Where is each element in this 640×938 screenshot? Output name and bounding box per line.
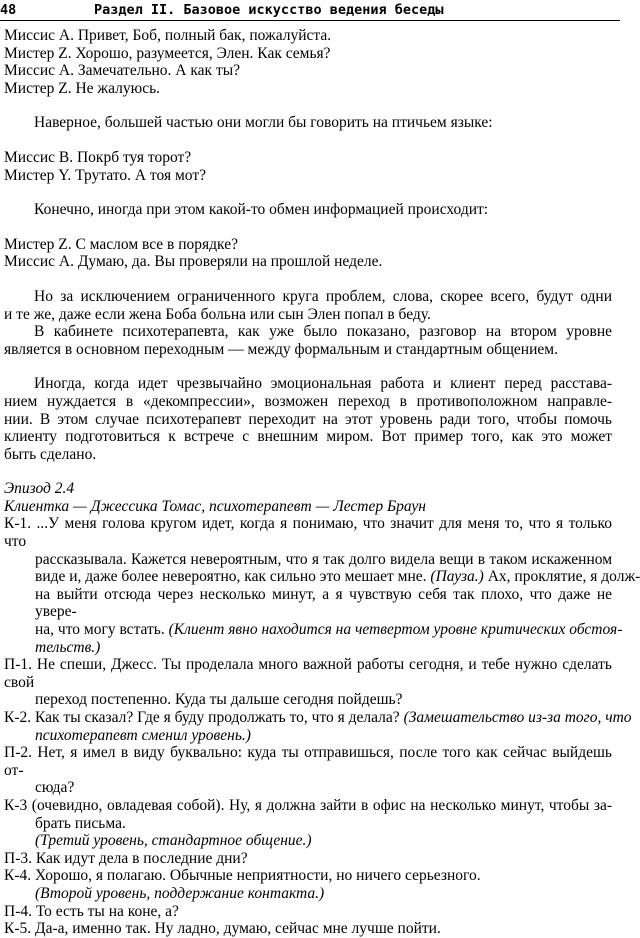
dialog-line: Мистер Y. Трутато. А тоя мот?: [4, 166, 206, 184]
italic-remark: (Третий уровень, стандартное общение.): [35, 832, 312, 850]
transcript-line: К-4. Хорошо, я полагаю. Обычные неприятности, но ничего серьезного.: [4, 867, 481, 885]
text-line: является в основном переходным — между формальным и стандартным общением.: [4, 340, 558, 358]
dialog-block: [4, 149, 612, 184]
transcript-line: П-3. Как идут дела в последние дни?: [4, 849, 248, 867]
dialog-line: Миссис В. Покрб туя торот?: [4, 148, 192, 166]
paragraph: Наверное, большей частью они могли бы говорить на птичьем языке:: [34, 114, 493, 132]
transcript-line: [4, 885, 612, 903]
italic-remark: (Замешательство из-за того, что: [403, 709, 632, 726]
text-line: и те же, даже если жена Боба больна или сын Элен попал в беду.: [4, 305, 431, 323]
transcript-line: К-5. Да-а, именно так. Ну ладно, думаю, сейчас мне лучше пойти.: [4, 920, 441, 938]
dialog-line: Миссис А. Привет, Боб, полный бак, пожалуйста.: [4, 27, 332, 44]
text-line: клиенту подготовиться к встрече с внешним миром. Вот пример того, как это может: [4, 428, 612, 446]
text-line: В кабинете психотерапевта, как уже было показано, разговор на втором уровне: [34, 323, 612, 341]
running-header: [0, 0, 620, 22]
transcript-line: К-3 (очевидно, овладевая собой). Ну, я должна зайти в офис на несколько минут, чтобы за-: [4, 796, 612, 814]
transcript-turn: [4, 850, 612, 868]
transcript-line: П-2. Нет, я имел в виду буквально: куда ты отправишься, после того как сейчас выйдешь от-: [4, 744, 612, 779]
text-line: Иногда, когда идет чрезвычайно эмоциональная работа и клиент перед расстава-: [34, 375, 612, 393]
italic-remark: психотерапевт сменил уровень.): [35, 726, 251, 744]
transcript-line: К-1. ...У меня голова кругом идет, когда я понимаю, что значит для меня то, что я только что: [4, 515, 612, 551]
text-line: нии. В этом случае психотерапевт переходит на этот уровень ради того, чтобы помочь: [4, 410, 612, 428]
transcript-turn: [4, 709, 632, 744]
dialog-line: Мистер Z. Не жалуюсь.: [4, 79, 161, 97]
text-line: нием нуждается в «декомпрессии», возможен переход в противоположном направле-: [4, 392, 612, 410]
page-body: [4, 27, 640, 938]
transcript-turn: [4, 744, 612, 797]
text-line: Но за исключением ограниченного круга проблем, слова, скорее всего, будут одни: [34, 287, 612, 305]
italic-remark: тельств.): [35, 638, 101, 656]
header-rule: [0, 20, 620, 21]
dialog-line: Миссис А. Думаю, да. Вы проверяли на прошлой неделе.: [4, 253, 383, 271]
transcript-turn: [4, 903, 612, 921]
transcript-line: П-1. Не спеши, Джесс. Ты проделала много важной работы сегодня, и тебе нужно сделать свой: [4, 656, 612, 691]
transcript-line: переход постепенно. Куда ты дальше сегодня пойдешь?: [35, 691, 403, 709]
transcript-turn: [4, 656, 612, 709]
transcript-line: на выйти отсюда через несколько минут, а я чувствую себя так плохо, что даже не увере-: [35, 585, 612, 621]
transcript: [4, 515, 640, 938]
transcript-line: П-4. То есть ты на коне, а?: [4, 902, 179, 920]
episode-participants: Клиентка — Джессика Томас, психотерапевт — Лестер Браун: [4, 497, 426, 515]
italic-remark: (Клиент явно находится на четвертом уровне критических обстоя-: [168, 621, 623, 639]
dialog-block: [4, 27, 612, 97]
section-title: Раздел II. Базовое искусство ведения беседы: [94, 2, 444, 18]
dialog-line: Мистер Z. С маслом все в порядке?: [4, 235, 238, 253]
page-number: 48: [0, 2, 17, 18]
transcript-line: рассказывала. Кажется невероятным, что я так долго видела вещи в таком искаженном: [35, 550, 612, 568]
transcript-turn: [4, 867, 612, 902]
transcript-line: [4, 727, 612, 745]
transcript-line: [4, 639, 612, 657]
transcript-line: [4, 832, 612, 850]
transcript-turn: [4, 797, 612, 850]
paragraph: [4, 288, 612, 323]
transcript-turn: [4, 515, 640, 656]
paragraph: [4, 323, 612, 358]
paragraph: [4, 375, 612, 463]
transcript-line: К-2. Как ты сказал? Где я буду продолжать то, что я делала? (Замешательство из-за того, что: [4, 709, 632, 726]
text-line: быть сделано.: [4, 445, 97, 463]
transcript-line: брать письма.: [35, 814, 126, 832]
dialog-block: [4, 236, 612, 271]
transcript-turn: [4, 920, 612, 938]
dialog-line: Мистер Z. Хорошо, разумеется, Элен. Как семья?: [4, 44, 331, 62]
paragraph: Конечно, иногда при этом какой-то обмен информацией происходит:: [34, 201, 489, 219]
episode-title: Эпизод 2.4: [4, 480, 75, 498]
dialog-line: Миссис А. Замечательно. А как ты?: [4, 62, 241, 80]
italic-remark: (Пауза.): [430, 568, 484, 586]
transcript-line: виде и, даже более невероятно, как сильно это мешает мне. (Пауза.) Ах, проклятие, я долж-: [35, 568, 640, 586]
italic-remark: (Второй уровень, поддержание контакта.): [35, 884, 325, 902]
transcript-line: сюда?: [35, 779, 75, 797]
transcript-line: на, что могу встать. (Клиент явно находится на четвертом уровне критических обстоя-: [35, 621, 623, 639]
